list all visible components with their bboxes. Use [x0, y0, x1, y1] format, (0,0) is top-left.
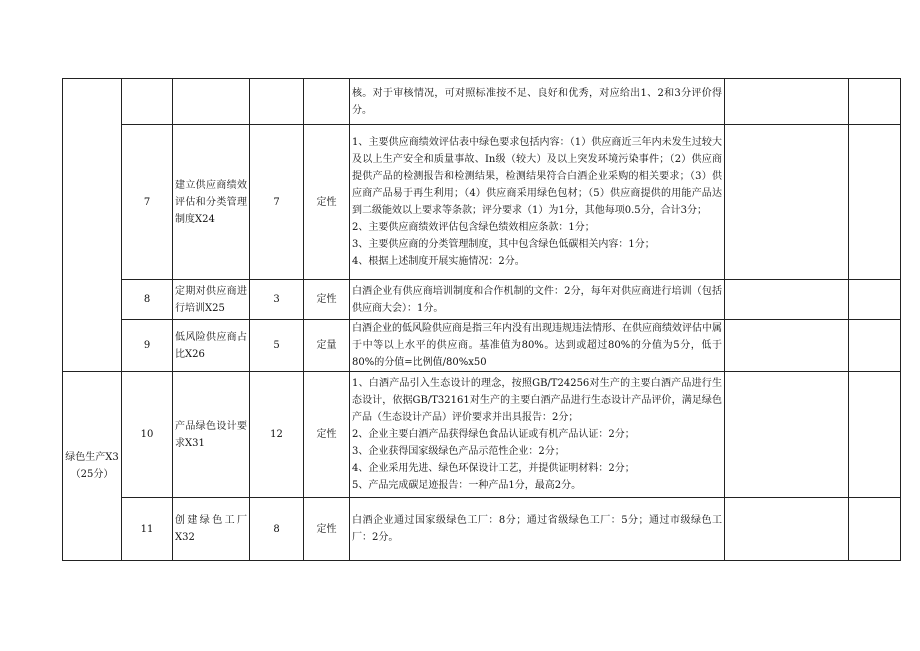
criteria-line: 白酒企业通过国家级绿色工厂：8分；通过省级绿色工厂：5分；通过市级绿色工厂：2分。: [352, 515, 722, 543]
blank-cell: [725, 280, 849, 320]
blank-cell: [849, 79, 901, 125]
indicator-name: 建立供应商绩效评估和分类管理制度X24: [173, 125, 250, 280]
scoring-criteria: [350, 372, 725, 498]
scoring-criteria: [350, 498, 725, 561]
evaluation-table: [62, 78, 901, 561]
row-number: 8: [122, 280, 173, 320]
evaluation-table-wrapper: [62, 78, 901, 561]
blank-cell: [725, 320, 849, 372]
indicator-type: 定性: [304, 372, 350, 498]
criteria-line: 核。对于审核情况，可对照标准按不足、良好和优秀，对应给出1、2和3分评价得分。: [352, 87, 722, 116]
indicator-score: [250, 79, 304, 125]
indicator-name: 定期对供应商进行培训X25: [173, 280, 250, 320]
table-row: [63, 498, 901, 561]
criteria-line: 4、企业采用先进、绿色环保设计工艺，并提供证明材料：2分；: [352, 463, 635, 474]
scoring-criteria: [350, 280, 725, 320]
row-number: 9: [122, 320, 173, 372]
indicator-type: 定量: [304, 320, 350, 372]
indicator-type: 定性: [304, 280, 350, 320]
dimension-cell-prev: [63, 79, 122, 372]
blank-cell: [849, 280, 901, 320]
indicator-score: 12: [250, 372, 304, 498]
blank-cell: [725, 79, 849, 125]
blank-cell: [725, 498, 849, 561]
row-number: 11: [122, 498, 173, 561]
blank-cell: [849, 320, 901, 372]
indicator-score: 8: [250, 498, 304, 561]
indicator-name: 创建绿色工厂X32: [173, 498, 250, 561]
row-number: 7: [122, 125, 173, 280]
dimension-cell: [63, 372, 122, 561]
indicator-name: [173, 79, 250, 125]
blank-cell: [849, 498, 901, 561]
table-row: [63, 320, 901, 372]
indicator-score: 5: [250, 320, 304, 372]
indicator-type: 定性: [304, 125, 350, 280]
table-row: [63, 280, 901, 320]
dimension-points: （25分）: [70, 469, 114, 480]
scoring-criteria: [350, 320, 725, 372]
indicator-type: [304, 79, 350, 125]
blank-cell: [849, 372, 901, 498]
table-row: [63, 372, 901, 498]
blank-cell: [849, 125, 901, 280]
blank-cell: [725, 372, 849, 498]
blank-cell: [725, 125, 849, 280]
criteria-line: 5、产品完成碳足迹报告：一种产品1分，最高2分。: [352, 480, 582, 491]
dimension-name: 绿色生产X3: [65, 452, 119, 463]
table-row: [63, 125, 901, 280]
indicator-score: 3: [250, 280, 304, 320]
criteria-line: 2、主要供应商绩效评估包含绿色绩效相应条款：1分；: [352, 222, 595, 233]
table-row: [63, 79, 901, 125]
criteria-line: 1、主要供应商绩效评估表中绿色要求包括内容：（1）供应商近三年内未发生过较大及以上生产安全和质量事故、In级（较大）及以上突发环境污染事件；（2）供应商提供产品的检测报告和检测结果，检测结果符合白酒企业采购的相关要求；（3）供应商产品易于再生利用；（4）供应商采用绿色包材；（5）供应商提供的用能产品达到二级能效以上要求等条款；评分要求（1）为1分，其他每项0.5分，合计3分；: [352, 137, 722, 216]
criteria-line: 3、主要供应商的分类管理制度，其中包含绿色低碳相关内容：1分；: [352, 239, 655, 250]
criteria-line: 4、根据上述制度开展实施情况：2分。: [352, 256, 525, 267]
criteria-line: 白酒企业有供应商培训制度和合作机制的文件：2分，每年对供应商进行培训（包括供应商大会）：1分。: [352, 285, 722, 314]
criteria-line: 1、白酒产品引入生态设计的理念，按照GB/T24256对生产的主要白酒产品进行生态设计，依据GB/T32161对生产的主要白酒产品进行生态设计产品评价，满足绿色产品（生态设计产品）评价要求并出具报告：2分；: [352, 378, 722, 423]
indicator-name: 产品绿色设计要求X31: [173, 372, 250, 498]
row-number: 10: [122, 372, 173, 498]
scoring-criteria: [350, 79, 725, 125]
criteria-line: 白酒企业的低风险供应商是指三年内没有出现违规违法情形、在供应商绩效评估中属于中等以上水平的供应商。基准值为80%。达到或超过80%的分值为5分，低于80%的分值=比例值/80%x50: [352, 323, 722, 368]
indicator-type: 定性: [304, 498, 350, 561]
indicator-score: 7: [250, 125, 304, 280]
criteria-line: 3、企业获得国家级绿色产品示范性企业：2分；: [352, 446, 565, 457]
row-number: [122, 79, 173, 125]
criteria-line: 2、企业主要白酒产品获得绿色食品认证或有机产品认证：2分；: [352, 429, 635, 440]
scoring-criteria: [350, 125, 725, 280]
indicator-name: 低风险供应商占比X26: [173, 320, 250, 372]
